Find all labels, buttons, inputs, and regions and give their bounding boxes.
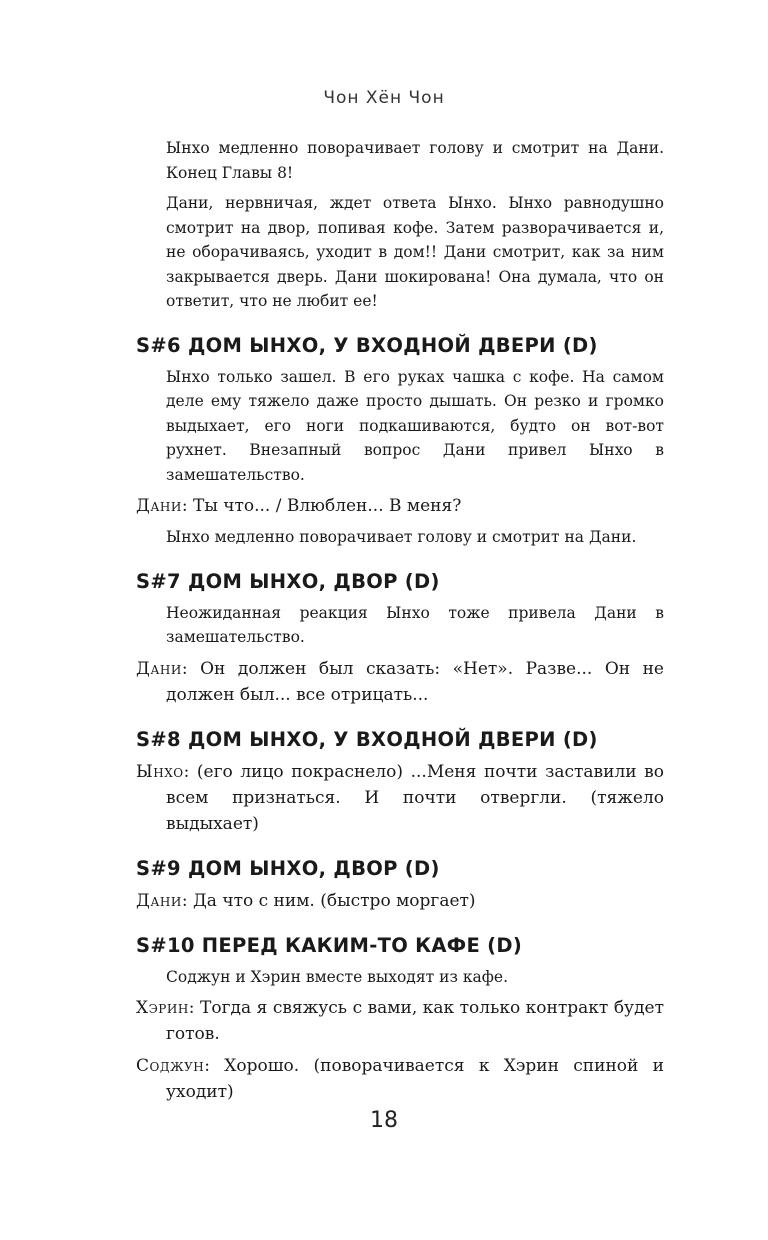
running-head: Чон Хён Чон (323, 88, 445, 108)
dialogue-text: : (его лицо покраснело) ...Меня почти заставили во всем признаться. И почти отвергли. (тяжело выдыхает) (166, 761, 664, 834)
scene-10 (136, 934, 664, 1106)
dialogue-text: : Ты что... / Влюблен... В меня? (181, 496, 462, 516)
scene-action: Ынхо медленно поворачивает голову и смотрит на Дани. (166, 528, 637, 546)
speaker-name: Дани (136, 496, 182, 516)
scene-action: Соджун и Хэрин вместе выходят из кафе. (166, 967, 508, 986)
dialogue-line (136, 656, 664, 708)
scene-7 (136, 570, 664, 708)
scene-8 (136, 728, 664, 837)
scene-heading: S#6 ДОМ ЫНХО, У ВХОДНОЙ ДВЕРИ (D) (136, 333, 598, 357)
intro-action-2: Дани, нервничая, ждет ответа Ынхо. Ынхо равнодушно смотрит на двор, попивая кофе. Затем разворачивается и, не оборачиваясь, уходит в дом!! Дани смотрит, как за ним закрывается дверь. Дани шокирована! Она думала, что он ответит, что не любит ее! (166, 194, 664, 310)
dialogue-line (136, 493, 664, 519)
dialogue-line (136, 995, 664, 1047)
dialogue-text: : Хорошо. (поворачивается к Хэрин спиной и уходит) (166, 1056, 664, 1102)
dialogue-line (136, 759, 664, 837)
scene-heading: S#7 ДОМ ЫНХО, ДВОР (D) (136, 569, 440, 593)
dialogue-line (136, 888, 664, 914)
speaker-name: Дани (136, 658, 182, 679)
scene-heading: S#10 ПЕРЕД КАКИМ-ТО КАФЕ (D) (136, 933, 523, 957)
dialogue-text: : Да что с ним. (быстро моргает) (181, 890, 476, 911)
speaker-name: Ынхо (136, 761, 184, 782)
scene-6 (136, 334, 664, 550)
speaker-name: Дани (136, 890, 182, 911)
speaker-name: Хэрин (136, 998, 189, 1018)
scene-heading: S#9 ДОМ ЫНХО, ДВОР (D) (136, 856, 440, 880)
page-number: 18 (370, 1108, 398, 1133)
speaker-name: Соджун (136, 1056, 205, 1076)
scene-9 (136, 857, 664, 914)
dialogue-text: : Тогда я свяжусь с вами, как только контракт будет готов. (166, 998, 664, 1044)
dialogue-text: : Он должен был сказать: «Нет». Разве... Он не должен был... все отрицать... (166, 658, 664, 705)
scene-action: Ынхо только зашел. В его руках чашка с кофе. На самом деле ему тяжело даже просто дышать. Он резко и громко выдыхает, его ноги подкашиваются, будто он вот-вот рухнет. Внезапный вопрос Дани привел Ынхо в замешательство. (166, 367, 664, 484)
scene-heading: S#8 ДОМ ЫНХО, У ВХОДНОЙ ДВЕРИ (D) (136, 727, 598, 751)
intro-action-1: Ынхо медленно поворачивает голову и смотрит на Дани. Конец Главы 8! (166, 139, 664, 182)
scene-action: Неожиданная реакция Ынхо тоже привела Дани в замешательство. (166, 603, 664, 646)
dialogue-line (136, 1053, 664, 1105)
page-body (136, 136, 664, 1111)
